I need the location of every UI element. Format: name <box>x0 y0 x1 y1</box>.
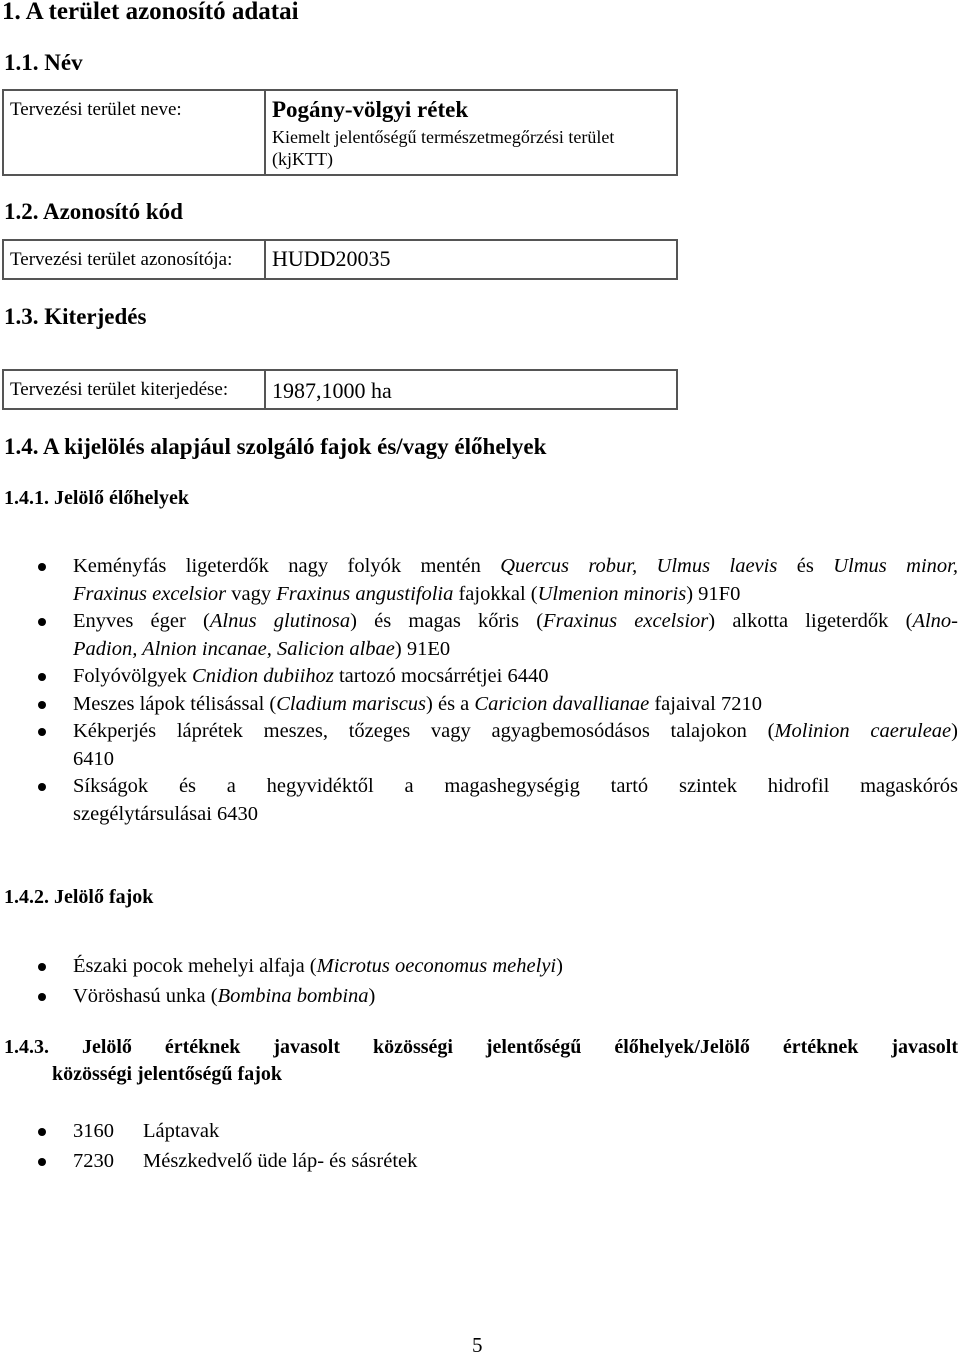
area-value-cell <box>266 371 676 408</box>
list-item-line: Fraxinus excelsior vagy Fraxinus angustifolia fajokkal (Ulmenion minoris) 91F0 <box>73 582 741 605</box>
habitat-code: 7230 <box>73 1149 114 1172</box>
species-list <box>38 953 958 1010</box>
list-item <box>38 718 958 773</box>
bullet-icon <box>38 618 46 626</box>
section-heading-1-2: 1.2. Azonosító kód <box>4 199 183 224</box>
site-code: HUDD20035 <box>272 246 391 271</box>
list-item <box>38 1148 958 1176</box>
proposed-list <box>38 1118 958 1175</box>
list-item-line: 6410 <box>73 747 114 770</box>
section-heading-1-4-2: 1.4.2. Jelölő fajok <box>4 886 154 908</box>
bullet-icon <box>38 673 46 681</box>
bullet-icon <box>38 963 46 971</box>
site-designation-abbr: (kjKTT) <box>272 149 333 169</box>
section-heading-1-4-3: 1.4.3. Jelölő értéknek javasolt közösségi jelentőségű élőhelyek/Jelölő értéknek javasolt <box>4 1036 958 1058</box>
area-label: Tervezési terület kiterjedése: <box>4 371 266 408</box>
section-heading-1-4-1: 1.4.1. Jelölő élőhelyek <box>4 487 189 509</box>
list-item-line: Enyves éger (Alnus glutinosa) és magas kőris (Fraxinus excelsior) alkotta ligeterdők (Alno- <box>73 610 959 632</box>
code-table <box>2 239 678 280</box>
list-item: Északi pocok mehelyi alfaja (Microtus oeconomus mehelyi) <box>38 953 958 981</box>
section-heading-1-3: 1.3. Kiterjedés <box>4 304 147 329</box>
list-item-line: Síkságok és a hegyvidéktől a magashegységig tartó szintek hidrofil magaskórós <box>73 775 958 797</box>
list-item <box>38 1118 958 1146</box>
bullet-icon <box>38 1158 46 1166</box>
bullet-icon <box>38 1128 46 1136</box>
list-item <box>38 553 958 608</box>
site-designation: Kiemelt jelentőségű természetmegőrzési terület <box>272 127 615 147</box>
area-table <box>2 369 678 410</box>
list-item <box>38 663 958 691</box>
habitat-name: Láptavak <box>143 1120 220 1142</box>
bullet-icon <box>38 993 46 1001</box>
section-heading-1-1: 1.1. Név <box>4 50 83 75</box>
list-item-line: Folyóvölgyek Cnidion dubiihoz tartozó mocsárrétjei 6440 <box>73 665 549 687</box>
site-name: Pogány-völgyi rétek <box>272 97 469 122</box>
list-item: Vöröshasú unka (Bombina bombina) <box>38 983 958 1011</box>
list-item <box>38 691 958 719</box>
code-value-cell <box>266 241 676 278</box>
list-item-line: Keményfás ligeterdők nagy folyók mentén Quercus robur, Ulmus laevis és Ulmus minor, <box>73 555 958 577</box>
list-item-line: Meszes lápok télisással (Cladium mariscus) és a Caricion davallianae fajaival 7210 <box>73 692 762 715</box>
bullet-icon <box>38 701 46 709</box>
bullet-icon <box>38 728 46 736</box>
list-item-line: Kékperjés láprétek meszes, tőzeges vagy agyagbemosódásos talajokon (Molinion caeruleae) <box>73 720 958 742</box>
section-heading-1: 1. A terület azonosító adatai <box>2 0 299 25</box>
habitat-code: 3160 <box>73 1120 114 1142</box>
name-value-cell <box>266 91 676 174</box>
bullet-icon <box>38 783 46 791</box>
list-item-line: Padion, Alnion incanae, Salicion albae) 91E0 <box>73 637 451 660</box>
page-number: 5 <box>472 1333 483 1357</box>
name-label: Tervezési terület neve: <box>4 91 266 174</box>
list-item <box>38 608 958 663</box>
bullet-icon <box>38 563 46 571</box>
list-item-line: szegélytársulásai 6430 <box>73 802 259 825</box>
list-item <box>38 773 958 828</box>
site-area: 1987,1000 ha <box>272 378 392 403</box>
habitat-list <box>38 553 958 828</box>
name-table <box>2 89 678 176</box>
code-label: Tervezési terület azonosítója: <box>4 241 266 278</box>
section-heading-1-4-3-cont: közösségi jelentőségű fajok <box>52 1063 282 1085</box>
section-heading-1-4: 1.4. A kijelölés alapjául szolgáló fajok és/vagy élőhelyek <box>4 434 547 459</box>
habitat-name: Mészkedvelő üde láp- és sásrétek <box>143 1149 418 1172</box>
